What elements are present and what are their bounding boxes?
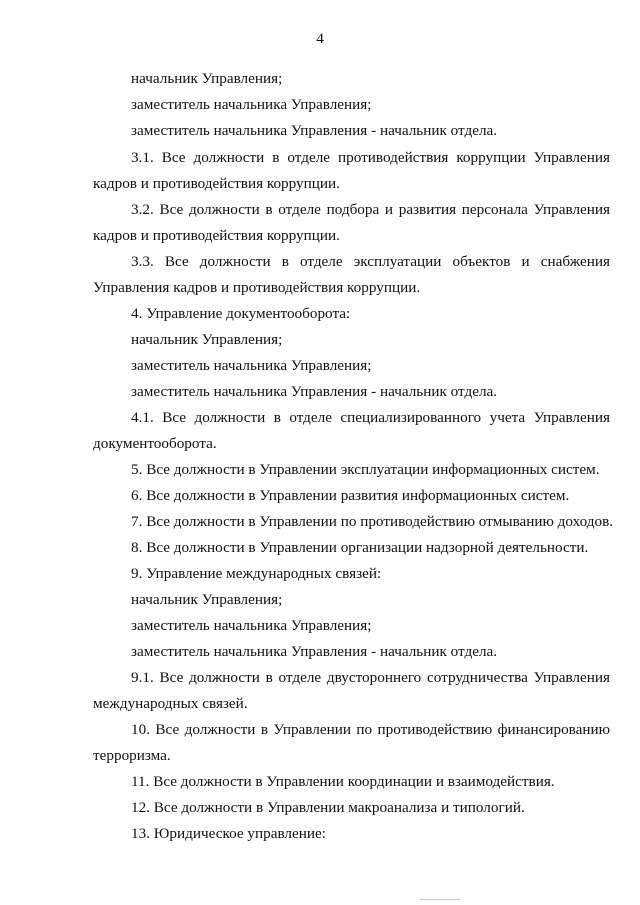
paragraph-4-1-line-2: документооборота. — [93, 435, 217, 452]
paragraph-4-1-line-1: 4.1. Все должности в отделе специализированного учета Управления — [131, 409, 610, 426]
paragraph-3-2-line-2: кадров и противодействия коррупции. — [93, 227, 340, 244]
text-line: заместитель начальника Управления - начальник отдела. — [131, 383, 498, 400]
paragraph-3-1-line-1: 3.1. Все должности в отделе противодействия коррупции Управления — [131, 149, 610, 166]
paragraph-9-1-line-2: международных связей. — [93, 695, 248, 712]
text-line: заместитель начальника Управления - начальник отдела. — [131, 122, 498, 139]
section-9-heading: 9. Управление международных связей: — [131, 565, 382, 582]
scan-artifact — [420, 899, 460, 900]
page-number: 4 — [316, 30, 324, 47]
section-13-heading: 13. Юридическое управление: — [131, 825, 326, 842]
paragraph-5: 5. Все должности в Управлении эксплуатации информационных систем. — [131, 461, 600, 478]
paragraph-11: 11. Все должности в Управлении координации и взаимодействия. — [131, 773, 555, 790]
paragraph-9-1-line-1: 9.1. Все должности в отделе двустороннего сотрудничества Управления — [131, 669, 610, 686]
text-line: начальник Управления; — [131, 331, 283, 348]
text-line: заместитель начальника Управления; — [131, 357, 372, 374]
paragraph-10-line-2: терроризма. — [93, 747, 171, 764]
paragraph-10-line-1: 10. Все должности в Управлении по противодействию финансированию — [131, 721, 610, 738]
section-4-heading: 4. Управление документооборота: — [131, 305, 351, 322]
text-line: заместитель начальника Управления - начальник отдела. — [131, 643, 498, 660]
text-line: заместитель начальника Управления; — [131, 617, 372, 634]
paragraph-8: 8. Все должности в Управлении организации надзорной деятельности. — [131, 539, 589, 556]
paragraph-7: 7. Все должности в Управлении по противодействию отмыванию доходов. — [131, 513, 614, 530]
text-line: заместитель начальника Управления; — [131, 96, 372, 113]
text-line: начальник Управления; — [131, 70, 283, 87]
paragraph-6: 6. Все должности в Управлении развития информационных систем. — [131, 487, 570, 504]
paragraph-3-1-line-2: кадров и противодействия коррупции. — [93, 175, 340, 192]
paragraph-3-3-line-2: Управления кадров и противодействия коррупции. — [93, 279, 421, 296]
paragraph-12: 12. Все должности в Управлении макроанализа и типологий. — [131, 799, 525, 816]
text-line: начальник Управления; — [131, 591, 283, 608]
paragraph-3-2-line-1: 3.2. Все должности в отделе подбора и развития персонала Управления — [131, 201, 610, 218]
paragraph-3-3-line-1: 3.3. Все должности в отделе эксплуатации объектов и снабжения — [131, 253, 610, 270]
